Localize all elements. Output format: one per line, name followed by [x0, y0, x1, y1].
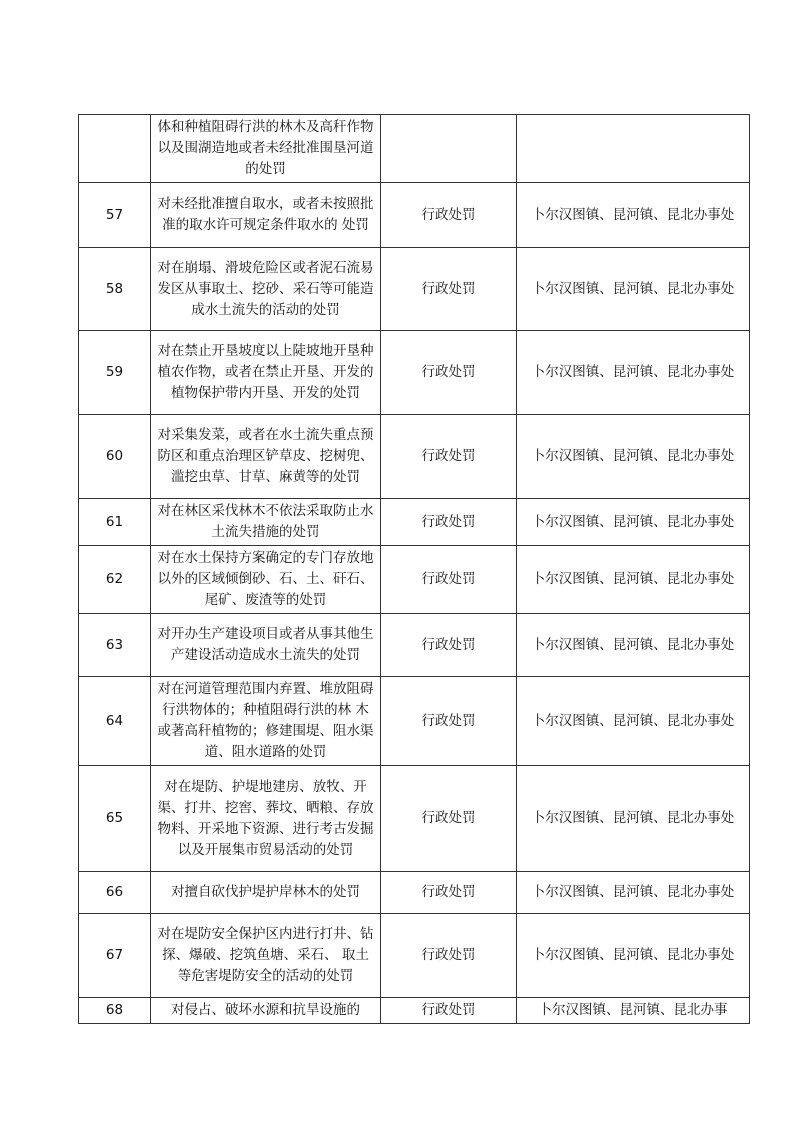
penalty-table: [78, 114, 750, 1024]
item-name: 对擅自砍伐护堤护岸林木的处罚: [151, 872, 381, 914]
responsible-dept: 卜尔汉图镇、昆河镇、昆北办事处: [517, 499, 750, 546]
item-name: 对开办生产建设项目或者从事其他生产建设活动造成水土流失的处罚: [151, 614, 381, 677]
table-row: [79, 677, 750, 766]
row-number: 62: [79, 546, 151, 614]
responsible-dept: 卜尔汉图镇、昆河镇、昆北办事处: [517, 546, 750, 614]
table-row: [79, 546, 750, 614]
row-number: 60: [79, 415, 151, 499]
penalty-type: 行政处罚: [381, 331, 517, 415]
item-name: 对在河道管理范围内弃置、堆放阻碍行洪物体的；种植阻碍行洪的林 木或著高秆植物的；修建围堤、阻水渠道、阻水道路的处罚: [151, 677, 381, 766]
responsible-dept: 卜尔汉图镇、昆河镇、昆北办事处: [517, 248, 750, 331]
penalty-type: 行政处罚: [381, 614, 517, 677]
item-name: 体和种植阻碍行洪的林木及高秆作物 以及围湖造地或者未经批准围垦河道的处罚: [151, 115, 381, 183]
item-name: 对在堤防安全保护区内进行打井、钻探、爆破、挖筑鱼塘、采石、 取土等危害堤防安全的活动的处罚: [151, 914, 381, 998]
penalty-type: 行政处罚: [381, 914, 517, 998]
item-name: 对在水土保持方案确定的专门存放地以外的区域倾倒砂、石、土、矸石、尾矿、废渣等的处罚: [151, 546, 381, 614]
row-number: 68: [79, 998, 151, 1024]
row-number: 65: [79, 766, 151, 872]
penalty-type: 行政处罚: [381, 415, 517, 499]
row-number: 66: [79, 872, 151, 914]
item-name: 对未经批准擅自取水，或者未按照批准的取水许可规定条件取水的 处罚: [151, 183, 381, 248]
table-row: [79, 914, 750, 998]
table-row: [79, 248, 750, 331]
responsible-dept: 卜尔汉图镇、昆河镇、昆北办事处: [517, 415, 750, 499]
item-name: 对侵占、破坏水源和抗旱设施的: [151, 998, 381, 1024]
row-number: 59: [79, 331, 151, 415]
responsible-dept: 卜尔汉图镇、昆河镇、昆北办事处: [517, 914, 750, 998]
table-row: [79, 614, 750, 677]
responsible-dept: 卜尔汉图镇、昆河镇、昆北办事处: [517, 331, 750, 415]
row-number: 58: [79, 248, 151, 331]
responsible-dept: 卜尔汉图镇、昆河镇、昆北办事处: [517, 614, 750, 677]
penalty-type: 行政处罚: [381, 546, 517, 614]
penalty-type: 行政处罚: [381, 183, 517, 248]
row-number: 63: [79, 614, 151, 677]
responsible-dept: 卜尔汉图镇、昆河镇、昆北办事处: [517, 766, 750, 872]
responsible-dept: [517, 115, 750, 183]
row-number: 57: [79, 183, 151, 248]
responsible-dept: 卜尔汉图镇、昆河镇、昆北办事: [517, 998, 750, 1024]
penalty-type: 行政处罚: [381, 248, 517, 331]
responsible-dept: 卜尔汉图镇、昆河镇、昆北办事处: [517, 872, 750, 914]
penalty-type: 行政处罚: [381, 677, 517, 766]
row-number: [79, 115, 151, 183]
row-number: 64: [79, 677, 151, 766]
penalty-type: 行政处罚: [381, 998, 517, 1024]
item-name: 对在林区采伐林木不依法采取防止水土流失措施的处罚: [151, 499, 381, 546]
row-number: 67: [79, 914, 151, 998]
penalty-type: 行政处罚: [381, 766, 517, 872]
table-row: [79, 331, 750, 415]
item-name: 对在崩塌、滑坡危险区或者泥石流易发区从事取土、挖砂、采石等可能造成水土流失的活动的处罚: [151, 248, 381, 331]
item-name: 对采集发菜，或者在水土流失重点预防区和重点治理区铲草皮、挖树兜、滥挖虫草、甘草、麻黄等的处罚: [151, 415, 381, 499]
responsible-dept: 卜尔汉图镇、昆河镇、昆北办事处: [517, 677, 750, 766]
table-row: [79, 872, 750, 914]
penalty-type: 行政处罚: [381, 499, 517, 546]
penalty-type: 行政处罚: [381, 872, 517, 914]
table-row: [79, 415, 750, 499]
item-name: 对在禁止开垦坡度以上陡坡地开垦种植农作物，或者在禁止开垦、开发的植物保护带内开垦、开发的处罚: [151, 331, 381, 415]
table-row: [79, 766, 750, 872]
table-row: [79, 998, 750, 1024]
responsible-dept: 卜尔汉图镇、昆河镇、昆北办事处: [517, 183, 750, 248]
table-row: [79, 115, 750, 183]
table-row: [79, 499, 750, 546]
item-name: 对在堤防、护堤地建房、放牧、开渠、打井、挖窖、葬坟、晒粮、存放物料、开采地下资源、进行考古发掘以及开展集市贸易活动的处罚: [151, 766, 381, 872]
row-number: 61: [79, 499, 151, 546]
table-row: [79, 183, 750, 248]
penalty-type: [381, 115, 517, 183]
